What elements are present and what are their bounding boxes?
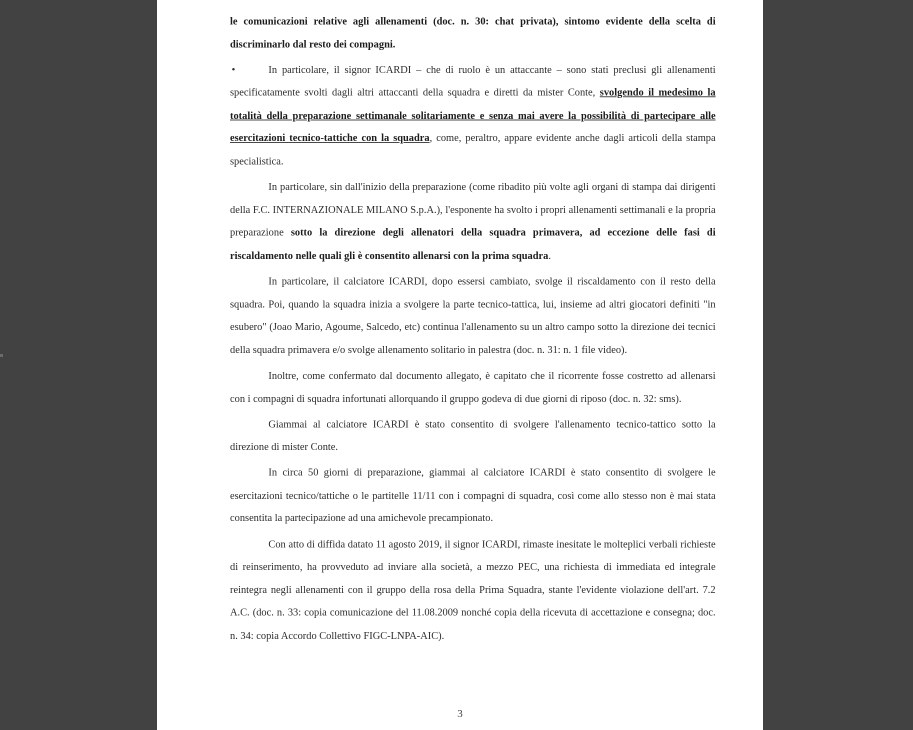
paragraph-4: Inoltre, come confermato dal documento allegato, è capitato che il ricorrente fosse costretto ad allenarsi con i compagni di squadra infortunati allorquando il gruppo godeva di due giorni di riposo (doc. n. 32: sms). bbox=[230, 369, 716, 404]
paragraph-7: Con atto di diffida datato 11 agosto 2019, il signor ICARDI, rimaste inesitate le molteplici verbali richieste di reinserimento, ha provveduto ad inviare alla società, a mezzo PEC, una richiesta di immediata ed integrale reintegra negli allenamenti con il gruppo della rosa della Prima Squadra, stante l'evidente violazione dell'art. 7.2 A.C. (doc. n. 33: copia comunicazione del 11.08.2009 nonché copia della ricevuta di accettazione e consegna; doc. n. 34: copia Accordo Collettivo FIGC-LNPA-AIC). bbox=[230, 537, 716, 642]
paragraph-1-underlined-bold: svolgendo il medesimo la totalità della preparazione settimanale solitariamente e senza mai avere la possibilità di partecipare alle esercitazioni tecnico-tattiche con la squadra bbox=[230, 86, 716, 144]
document-page bbox=[157, 0, 763, 730]
paragraph-2-end: . bbox=[548, 249, 551, 262]
paragraph-1-end: , come, peraltro, appare evidente anche dagli articoli della stampa specialistica. bbox=[230, 131, 716, 167]
page-number: 3 bbox=[457, 708, 463, 720]
paragraph-0 bbox=[230, 10, 716, 56]
paragraph-6: In circa 50 giorni di preparazione, giammai al calciatore ICARDI è stato consentito di svolgere le esercitazioni tecnico/tattiche o le partitelle 11/11 con i compagni di squadra, così come allo stesso non è mai stata consentita la partecipazione ad una amichevole precampionato. bbox=[230, 466, 716, 524]
paragraph-0-bold: le comunicazioni relative agli allenamenti (doc. n. 30: chat privata), sintomo evidente della scelta di discriminarlo dal resto dei compagni. bbox=[230, 14, 716, 50]
left-edge-mark bbox=[0, 354, 3, 357]
paragraph-2 bbox=[230, 176, 716, 268]
paragraph-2-bold: sotto la direzione degli allenatori della squadra primavera, ad eccezione delle fasi di riscaldamento nelle quali gli è consentito allenarsi con la prima squadra bbox=[230, 226, 716, 262]
paragraph-2-start: In particolare, sin dall'inizio della preparazione (come ribadito più volte agli organi di stampa dai dirigenti della F.C. INTERNAZIONALE MILANO S.p.A.), l'esponente ha svolto i propri allenamenti settimanali e la propria preparazione bbox=[230, 180, 716, 239]
page-body bbox=[230, 10, 716, 650]
paragraph-3: In particolare, il calciatore ICARDI, dopo essersi cambiato, svolge il riscaldamento con il resto della squadra. Poi, quando la squadra inizia a svolgere la parte tecnico-tattica, lui, insieme ad altri giocatori definiti "in esubero" (Joao Mario, Agoume, Salcedo, etc) continua l'allenamento su un altro campo sotto la direzione dei tecnici della squadra primavera e/o svolge allenamento solitario in palestra (doc. n. 31: n. 1 file video). bbox=[230, 274, 716, 356]
paragraph-5: Giammai al calciatore ICARDI è stato consentito di svolgere l'allenamento tecnico-tattico sotto la direzione di mister Conte. bbox=[230, 417, 716, 453]
paragraph-1: • In particolare, il signor ICARDI – che di ruolo è un attaccante – sono stati preclusi gli allenamenti specificatamente svolti dagli altri attaccanti della squadra e diretti da mister Conte, svolgendo il medesimo la totalità della preparazione settimanale solitariamente e senza mai avere la possibilità di partecipare alle esercitazioni tecnico-tattiche con la squadra, come, peraltro, appare evidente anche dagli articoli della stampa specialistica. bbox=[230, 63, 716, 167]
paragraph-1-start: In particolare, il signor ICARDI – che di ruolo è un attaccante – sono stati preclusi gli allenamenti specificatamente svolti dagli altri attaccanti della squadra e diretti da mister Conte, bbox=[230, 63, 716, 99]
